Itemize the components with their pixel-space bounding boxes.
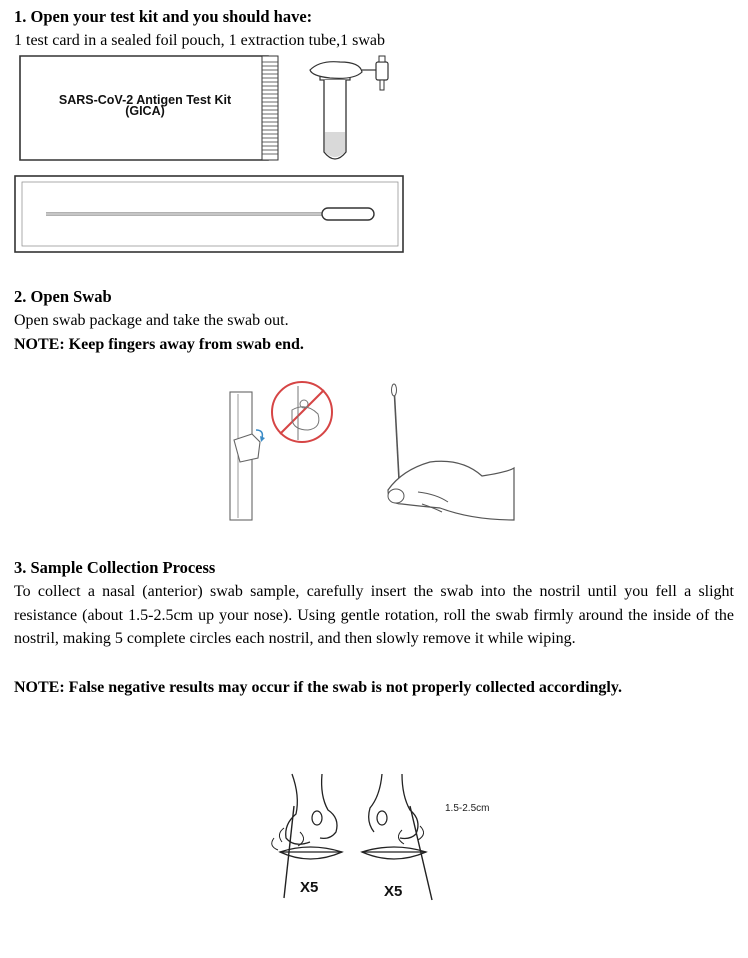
- rotation-count-left: X5: [300, 879, 319, 896]
- step1-heading: 1. Open your test kit and you should have:: [14, 7, 313, 26]
- kit-label-line2: (GICA): [125, 104, 165, 118]
- swab-package-illustration: [14, 174, 406, 254]
- step1-items: 1 test card in a sealed foil pouch, 1 extraction tube,1 swab: [14, 32, 385, 49]
- nasal-swab-illustration: [270, 766, 450, 906]
- extraction-tube-illustration: [300, 54, 410, 166]
- step2-note: NOTE: Keep fingers away from swab end.: [14, 336, 304, 353]
- depth-label: 1.5-2.5cm: [445, 803, 490, 814]
- step3-heading: 3. Sample Collection Process: [14, 558, 216, 577]
- open-swab-illustration: [222, 380, 522, 525]
- kit-label-line1: SARS-CoV-2 Antigen Test Kit: [58, 93, 232, 107]
- rotation-count-right: X5: [384, 883, 403, 900]
- step2-heading: 2. Open Swab: [14, 287, 112, 306]
- step2-text: Open swab package and take the swab out.: [14, 312, 289, 329]
- step3-note: NOTE: False negative results may occur if the swab is not properly collected accordingly.: [14, 679, 622, 696]
- kit-label: [40, 95, 250, 117]
- step3-text: To collect a nasal (anterior) swab sample, carefully insert the swab into the nostril until you fell a slight resistance (about 1.5-2.5cm up your nose). Using gentle rotation, roll the swab firmly around the inside of the nostril, making 5 complete circles each nostril, and then slowly remove it while wiping.: [14, 583, 734, 647]
